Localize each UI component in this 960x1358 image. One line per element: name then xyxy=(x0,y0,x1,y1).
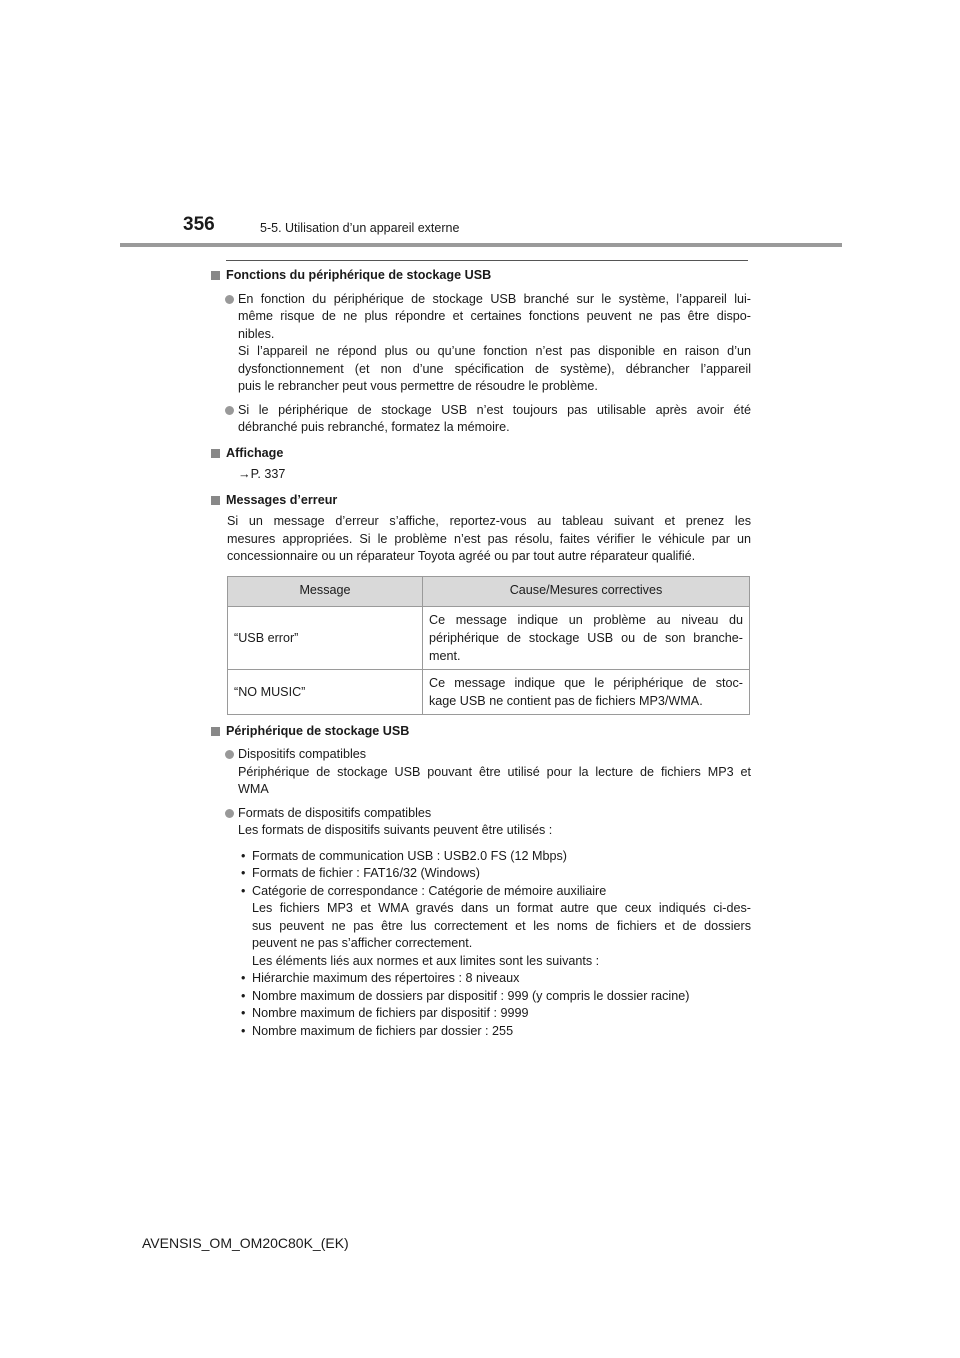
list-item: • Formats de fichier : FAT16/32 (Windows) xyxy=(238,865,751,883)
section-title: 5-5. Utilisation d’un appareil externe xyxy=(260,221,460,235)
list-item: • Catégorie de correspondance : Catégorie de mémoire auxiliaire xyxy=(238,883,751,901)
bullet-item: Dispositifs compatibles Périphérique de stockage USB pouvant être utilisé pour la lecture de fichiers MP3 et WMA xyxy=(211,746,751,799)
list-item: • Formats de communication USB : USB2.0 FS (12 Mbps) xyxy=(238,848,751,866)
page-content xyxy=(211,267,751,1040)
square-bullet-icon xyxy=(211,727,220,736)
bullet-item: En fonction du périphérique de stockage USB branché sur le système, l’appareil lui- même risque de ne plus répondre et certaines fonctions peuvent ne pas être dispo- nibles. Si l’appareil ne répond plus ou qu’une fonction n’est pas disponible en raison d’un dysfonctionnement (et non d’une spécification de système), débrancher l’appareil puis le rebrancher peut vous permettre de résoudre le problème. xyxy=(211,291,751,396)
list-item: • Hiérarchie maximum des répertoires : 8 niveaux xyxy=(238,970,751,988)
column-header: Cause/Mesures correctives xyxy=(423,576,750,606)
circle-bullet-icon xyxy=(225,750,234,759)
header-divider xyxy=(120,243,842,247)
page-reference: →P. 337 xyxy=(238,467,286,481)
paragraph: Si un message d’erreur s’affiche, reportez-vous au tableau suivant et prenez les mesures appropriées. Si le problème n’est pas résolu, faites vérifier le véhicule par un concessionnaire ou un réparateur Toyota agréé ou par tout autre réparateur qualifié. xyxy=(227,514,751,563)
list-item: • Nombre maximum de fichiers par dossier : 255 xyxy=(238,1023,751,1041)
circle-bullet-icon xyxy=(225,809,234,818)
content-top-rule xyxy=(226,260,748,261)
list-note: Les fichiers MP3 et WMA gravés dans un format autre que ceux indiqués ci-des- sus peuvent ne pas être lus correctement et les noms de fichiers et de dossiers peuvent ne pas s’afficher correctement. Les éléments liés aux normes et aux limites sont les suivants : xyxy=(252,901,751,968)
circle-bullet-icon xyxy=(225,406,234,415)
square-bullet-icon xyxy=(211,496,220,505)
table-header-row xyxy=(228,576,750,606)
cause-cell: Ce message indique un problème au niveau du périphérique de stockage USB ou de son branche- ment. xyxy=(423,606,750,669)
list-item: • Nombre maximum de fichiers par dispositif : 9999 xyxy=(238,1005,751,1023)
section-heading: Fonctions du périphérique de stockage USB xyxy=(211,267,751,285)
list-item: • Nombre maximum de dossiers par dispositif : 999 (y compris le dossier racine) xyxy=(238,988,751,1006)
circle-bullet-icon xyxy=(225,295,234,304)
message-cell: “USB error” xyxy=(228,606,423,669)
bullet-item: Formats de dispositifs compatibles Les formats de dispositifs suivants peuvent être utilisés : xyxy=(211,805,751,840)
section-heading: Périphérique de stockage USB xyxy=(211,723,751,741)
table-row xyxy=(228,669,750,714)
section-heading: Messages d’erreur xyxy=(211,492,751,510)
document-code: AVENSIS_OM_OM20C80K_(EK) xyxy=(142,1235,349,1251)
format-list xyxy=(211,848,751,1041)
page-number: 356 xyxy=(183,214,215,235)
square-bullet-icon xyxy=(211,449,220,458)
bullet-item: Si le périphérique de stockage USB n’est toujours pas utilisable après avoir été débranché puis rebranché, formatez la mémoire. xyxy=(211,402,751,437)
error-messages-table xyxy=(227,576,750,715)
section-heading: Affichage xyxy=(211,445,751,463)
column-header: Message xyxy=(228,576,423,606)
table-row xyxy=(228,606,750,669)
message-cell: “NO MUSIC” xyxy=(228,669,423,714)
cause-cell: Ce message indique que le périphérique de stoc- kage USB ne contient pas de fichiers MP3/WMA. xyxy=(423,669,750,714)
square-bullet-icon xyxy=(211,271,220,280)
